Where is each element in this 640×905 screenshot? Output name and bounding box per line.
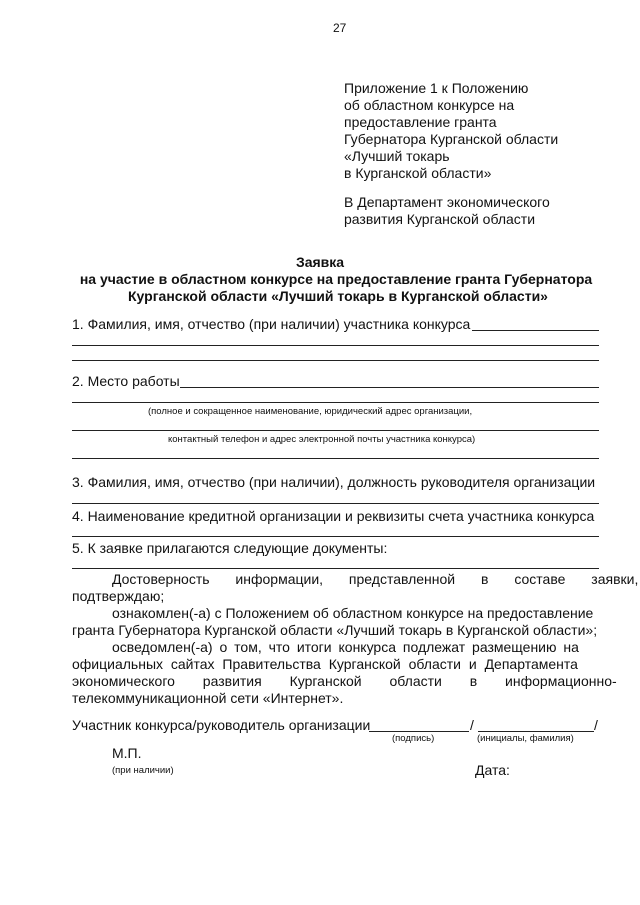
stamp-label: М.П. <box>112 745 142 761</box>
field-1-input-line[interactable] <box>472 330 599 331</box>
field-4-label: 4. Наименование кредитной организации и реквизиты счета участника конкурса <box>72 508 595 524</box>
signature-slash-2: / <box>594 717 598 733</box>
form-subtitle-2: Курганской области «Лучший токарь в Курганской области» <box>128 288 548 304</box>
field-5-label: 5. К заявке прилагаются следующие документы: <box>72 540 388 556</box>
date-label: Дата: <box>475 762 510 778</box>
appendix-line-5: «Лучший токарь <box>344 148 450 164</box>
form-subtitle-1: на участие в областном конкурсе на предоставление гранта Губернатора <box>79 271 593 287</box>
statement-3-line-4: телекоммуникационной сети «Интернет». <box>72 690 344 706</box>
signature-label: Участник конкурса/руководитель организации <box>72 717 371 733</box>
initials-hint: (инициалы, фамилия) <box>477 733 574 744</box>
page-number: 27 <box>333 21 347 35</box>
field-2-input-line-3[interactable] <box>72 430 599 431</box>
field-3-label: 3. Фамилия, имя, отчество (при наличии), должность руководителя организации <box>72 474 596 490</box>
statement-3-line-3: экономического развития Курганской области в информационно- <box>72 673 617 689</box>
field-2-hint-1: (полное и сокращенное наименование, юридический адрес организации, <box>148 406 473 417</box>
stamp-hint: (при наличии) <box>112 765 174 776</box>
field-2-input-line[interactable] <box>180 387 599 388</box>
signature-input-line[interactable] <box>369 731 469 732</box>
field-4-input-line[interactable] <box>72 536 599 537</box>
appendix-line-6: в Курганской области» <box>344 165 492 181</box>
statement-3-line-1: осведомлен(-а) о том, что итоги конкурса подлежат размещению на <box>112 639 579 655</box>
initials-input-line[interactable] <box>478 731 594 732</box>
statement-1-line-2: подтверждаю; <box>72 588 165 604</box>
field-5-input-line[interactable] <box>72 568 599 569</box>
addressee-line-1: В Департамент экономического <box>344 194 550 210</box>
appendix-line-3: предоставление гранта <box>344 114 497 130</box>
appendix-line-4: Губернатора Курганской области <box>344 131 559 147</box>
statement-2-line-1: ознакомлен(-а) с Положением об областном конкурсе на предоставление <box>112 605 594 621</box>
addressee-line-2: развития Курганской области <box>344 211 536 227</box>
form-title: Заявка <box>295 254 345 270</box>
appendix-line-1: Приложение 1 к Положению <box>344 80 529 96</box>
field-2-hint-2: контактный телефон и адрес электронной почты участника конкурса) <box>168 434 476 445</box>
statement-2-line-2: гранта Губернатора Курганской области «Лучший токарь в Курганской области»; <box>72 622 598 638</box>
statement-3-line-2: официальных сайтах Правительства Курганской области и Департамента <box>72 656 578 672</box>
field-2-input-line-2[interactable] <box>72 402 599 403</box>
field-1-input-line-2[interactable] <box>72 345 599 346</box>
appendix-line-2: об областном конкурсе на <box>344 97 515 113</box>
statement-1-line-1 <box>112 571 639 588</box>
statement-1-text: Достоверность информации, представленной в составе заявки, <box>112 571 639 587</box>
signature-hint: (подпись) <box>392 733 435 744</box>
field-3-input-line[interactable] <box>72 503 599 504</box>
signature-slash-1: / <box>470 717 474 733</box>
field-1-label: 1. Фамилия, имя, отчество (при наличии) участника конкурса <box>72 316 471 332</box>
field-2-input-line-4[interactable] <box>72 458 599 459</box>
field-2-label: 2. Место работы <box>72 373 180 389</box>
field-1-input-line-3[interactable] <box>72 360 599 361</box>
